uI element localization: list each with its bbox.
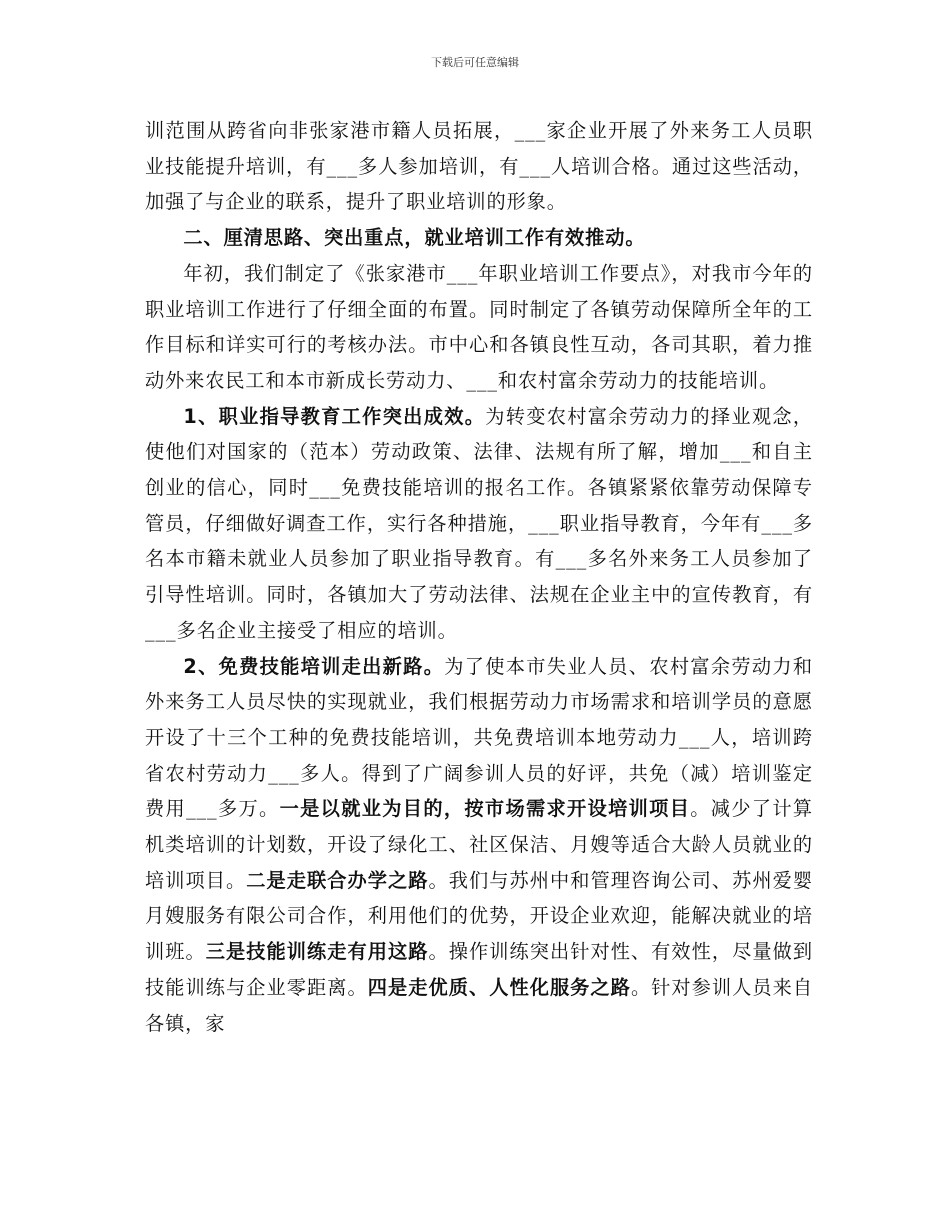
text-segment: 。操作训练突出针对性、有效性，尽量做到技能训练与企业零距离。	[145, 940, 813, 999]
point-heading-4: 四是走优质、人性化服务之路	[367, 975, 631, 999]
text-segment: 训范围从跨省向非张家港市籍人员拓展，___家企业开展了外来务工人员职业技能提升培训，有___多人参加培训，有___人培训合格。通过这些活动，加强了与企业的联系，提升了职业培训的形象。	[145, 119, 813, 214]
text-segment: 。针对参训人员来自各镇，家	[145, 975, 813, 1035]
paragraph-plan	[145, 256, 813, 399]
heading-text: 二、厘清思路、突出重点，就业培训工作有效推动。	[183, 226, 646, 250]
item-heading: 2、免费技能培训走出新路。	[183, 654, 445, 678]
paragraph-continuation	[145, 113, 813, 220]
point-heading-2: 二是走联合办学之路	[246, 868, 429, 892]
text-segment: 。减少了计算机类培训的计划数，开设了绿化工、社区保洁、月嫂等适合大龄人员就业的培训项目。	[145, 797, 814, 892]
point-heading-3: 三是技能训练走有用这路	[205, 940, 429, 964]
text-segment: 为转变农村富余劳动力的择业观念，使他们对国家的（范本）劳动政策、法律、法规有所了解，增加___和自主创业的信心，同时___免费技能培训的报名工作。各镇紧紧依靠劳动保障专管员，仔细做好调查工作，实行各种措施，___职业指导教育，今年有___多名本市籍未就业人员参加了职业指导教育。有___多名外来务工人员参加了引导性培训。同时，各镇加大了劳动法律、法规在企业主中的宣传教育，有___多名企业主接受了相应的培训。	[145, 404, 813, 642]
text-segment: 为了使本市失业人员、农村富余劳动力和外来务工人员尽快的实现就业，我们根据劳动力市场需求和培训学员的意愿开设了十三个工种的免费技能培训，共免费培训本地劳动力___人，培训跨省农村劳动力___多人。得到了广阔参训人员的好评，共免（减）培训鉴定费用___多万。	[145, 654, 813, 821]
point-heading-1: 一是以就业为目的，按市场需求开设培训项目	[279, 797, 691, 821]
item-heading: 1、职业指导教育工作突出成效。	[183, 404, 486, 428]
text-segment: 。我们与苏州中和管理咨询公司、苏州爱婴月嫂服务有限公司合作，利用他们的优势，开设企业欢迎，能解决就业的培训班。	[145, 868, 813, 964]
paragraph-item-2	[145, 649, 813, 1042]
paragraph-item-1	[145, 399, 813, 649]
page-header: 下载后可任意编辑	[431, 56, 519, 69]
text-segment: 年初，我们制定了《张家港市___年职业培训工作要点》，对我市今年的职业培训工作进行了仔细全面的布置。同时制定了各镇劳动保障所全年的工作目标和详实可行的考核办法。市中心和各镇良性互动，各司其职，着力推动外来农民工和本市新成长劳动力、___和农村富余劳动力的技能培训。	[145, 261, 813, 392]
section-heading-2	[145, 220, 813, 256]
body-content	[145, 113, 813, 1041]
